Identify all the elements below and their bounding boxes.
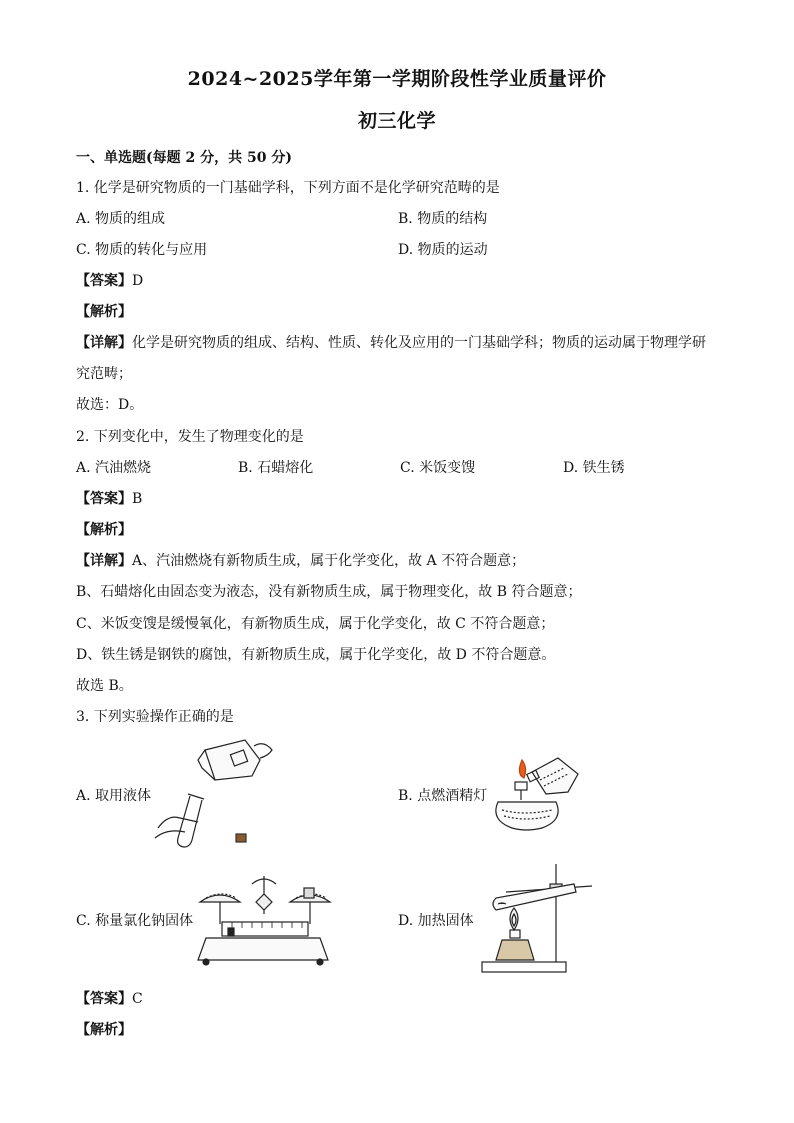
q2-detail-b: B、石蜡熔化由固态变为液态，没有新物质生成，属于物理变化，故 B 符合题意； [76,584,582,600]
q1-option-d: D. 物质的运动 [398,242,488,258]
analysis-tag: 【解析】 [76,522,132,538]
detail-tag: 【详解】 [76,335,132,351]
q1-option-c: C. 物质的转化与应用 [76,242,208,258]
q2-option-d: D. 铁生锈 [563,460,625,476]
answer-tag: 【答案】 [76,991,132,1007]
q3-option-b: B. 点燃酒精灯 [398,788,488,804]
q3-stem: 3. 下列实验操作正确的是 [76,709,234,725]
detail-tag: 【详解】 [76,553,132,569]
q1-option-a: A. 物质的组成 [76,211,166,227]
q2-conclusion: 故选 B。 [76,678,133,694]
analysis-tag: 【解析】 [76,1022,132,1038]
q2-option-b: B. 石蜡熔化 [238,460,314,476]
q1-stem: 1. 化学是研究物质的一门基础学科，下列方面不是化学研究范畴的是 [76,180,500,196]
q2-answer [76,489,142,509]
q3-analysis-tag [76,1020,132,1040]
q1-analysis-tag [76,302,132,322]
answer-tag: 【答案】 [76,273,132,289]
q2-stem: 2. 下列变化中，发生了物理变化的是 [76,429,304,445]
balance-scale-figure-icon [192,872,334,968]
answer-value: C [132,991,143,1007]
q1-answer [76,271,143,291]
q2-detail [76,551,525,571]
page-title: 2024~2025学年第一学期阶段性学业质量评价 [187,68,607,90]
heating-solid-figure-icon [476,862,594,976]
q2-analysis-tag [76,520,132,540]
q2-detail-c: C、米饭变馊是缓慢氧化，有新物质生成，属于化学变化，故 C 不符合题意； [76,616,555,632]
q1-option-b: B. 物质的结构 [398,211,488,227]
page-subtitle: 初三化学 [357,110,436,132]
alcohol-lamp-lighting-figure-icon [488,754,582,838]
liquid-pouring-figure-icon [150,738,280,850]
answer-value: B [132,491,143,507]
answer-value: D [132,273,144,289]
q3-option-d: D. 加热固体 [398,913,474,929]
q3-option-c: C. 称量氯化钠固体 [76,913,194,929]
section-heading: 一、单选题(每题 2 分，共 50 分) [76,150,292,166]
q1-detail-cont: 究范畴； [76,366,132,382]
detail-text: A、汽油燃烧有新物质生成，属于化学变化，故 A 不符合题意； [132,553,526,569]
answer-tag: 【答案】 [76,491,132,507]
q3-option-a: A. 取用液体 [76,788,152,804]
analysis-tag: 【解析】 [76,304,132,320]
q2-option-a: A. 汽油燃烧 [76,460,152,476]
q3-answer [76,989,143,1009]
q2-detail-d: D、铁生锈是钢铁的腐蚀，有新物质生成，属于化学变化，故 D 不符合题意。 [76,647,556,663]
q2-option-c: C. 米饭变馊 [400,460,476,476]
q1-conclusion: 故选：D。 [76,397,144,413]
detail-text: 化学是研究物质的组成、结构、性质、转化及应用的一门基础学科；物质的运动属于物理学研 [132,335,706,351]
q1-detail [76,333,706,353]
